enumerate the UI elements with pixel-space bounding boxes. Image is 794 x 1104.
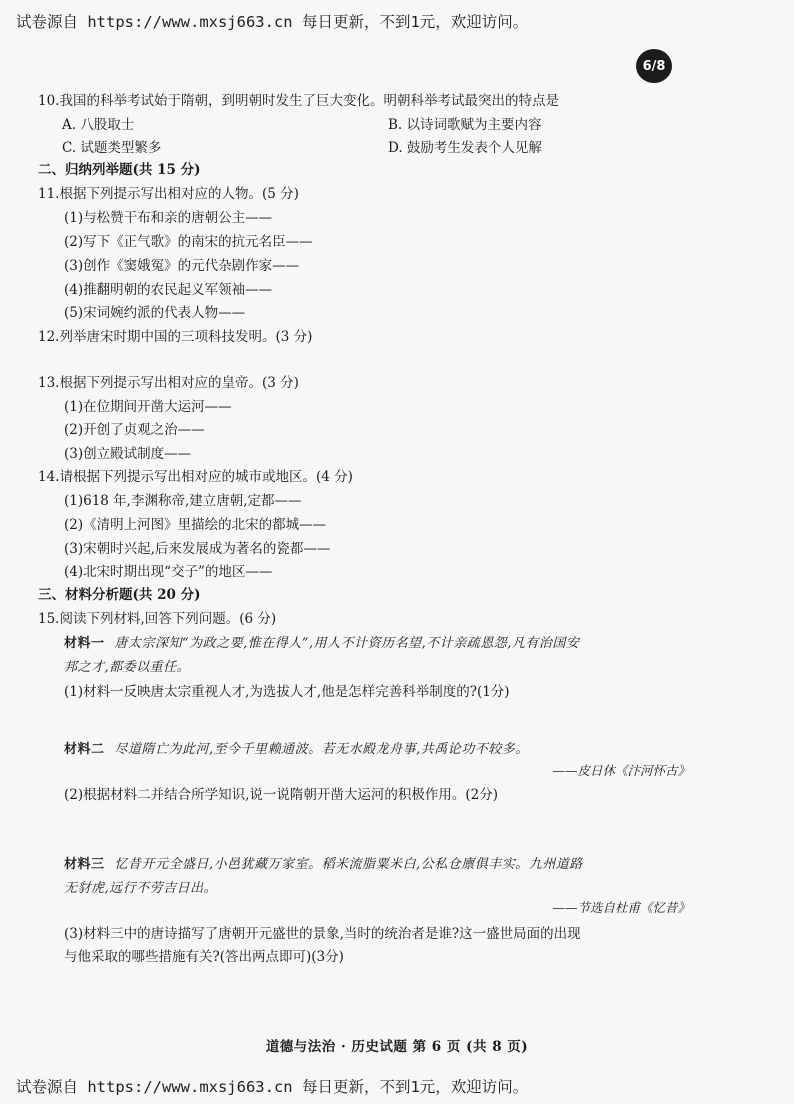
q15-sub-2: (2)根据材料二并结合所学知识,说一说隋朝开凿大运河的积极作用。(2分): [64, 787, 499, 803]
q11-item: (4)推翻明朝的农民起义军领袖——: [64, 282, 273, 298]
q15-sub-1: (1)材料一反映唐太宗重视人才,为选拔人才,他是怎样完善科举制度的?(1分): [64, 684, 510, 700]
material-2-text: 尽道隋亡为此河,至今千里赖通波。若无水殿龙舟事,共禹论功不较多。: [114, 742, 529, 757]
watermark-top: 试卷源自 https://www.mxsj663.cn 每日更新，不到1元，欢迎访问。: [16, 13, 529, 31]
q13-stem: 13.根据下列提示写出相对应的皇帝。(3 分): [38, 375, 299, 391]
material-3-label: 材料三: [64, 857, 105, 872]
material-3-line-2: 无豺虎,远行不劳吉日出。: [64, 881, 218, 896]
material-1-text: 唐太宗深知“为政之要,惟在得人”,用人不计资历名望,不计亲疏恩怨,凡有治国安: [114, 636, 580, 651]
q14-item: (4)北宋时期出现“交子”的地区——: [64, 564, 273, 580]
page-badge-icon: 6/8: [636, 49, 672, 83]
q10-option-b: B. 以诗词歌赋为主要内容: [388, 117, 542, 133]
section-3-heading: 三、材料分析题(共 20 分): [38, 587, 201, 603]
material-3-source: ——节选自杜甫《忆昔》: [552, 900, 690, 915]
q13-item: (3)创立殿试制度——: [64, 446, 192, 462]
material-1-line-1: [64, 632, 579, 651]
q12-stem: 12.列举唐宋时期中国的三项科技发明。(3 分): [38, 329, 313, 345]
material-1-line-2: 邦之才,都委以重任。: [64, 660, 191, 675]
material-2-label: 材料二: [64, 742, 105, 757]
q11-item: (2)写下《正气歌》的南宋的抗元名臣——: [64, 234, 313, 250]
q14-item: (3)宋朝时兴起,后来发展成为著名的瓷都——: [64, 541, 331, 557]
material-3-line-1: [64, 853, 583, 872]
q10-stem: 10.我国的科举考试始于隋朝，到明朝时发生了巨大变化。明朝科举考试最突出的特点是: [38, 93, 559, 109]
q10-option-c: C. 试题类型繁多: [62, 140, 162, 156]
q15-sub-3-line-1: (3)材料三中的唐诗描写了唐朝开元盛世的景象,当时的统治者是谁?这一盛世局面的出现: [64, 926, 581, 942]
material-2-line: [64, 738, 529, 757]
material-2-source: ——皮日休《汴河怀古》: [552, 763, 690, 778]
q15-sub-3-line-2: 与他采取的哪些措施有关?(答出两点即可)(3分): [64, 949, 344, 965]
q13-item: (2)开创了贞观之治——: [64, 422, 205, 438]
q13-item: (1)在位期间开凿大运河——: [64, 399, 232, 415]
q14-stem: 14.请根据下列提示写出相对应的城市或地区。(4 分): [38, 469, 353, 485]
material-3-text: 忆昔开元全盛日,小邑犹藏万家室。稻米流脂粟米白,公私仓廪俱丰实。九州道路: [114, 857, 583, 872]
page-footer: 道德与法治 · 历史试题 第 6 页 (共 8 页): [265, 1039, 529, 1055]
material-1-label: 材料一: [64, 636, 105, 651]
q10-option-d: D. 鼓励考生发表个人见解: [388, 140, 542, 156]
watermark-bottom: 试卷源自 https://www.mxsj663.cn 每日更新，不到1元，欢迎访问。: [16, 1078, 529, 1096]
q10-option-a: A. 八股取士: [62, 117, 135, 133]
q14-item: (2)《清明上河图》里描绘的北宋的都城——: [64, 517, 327, 533]
q11-stem: 11.根据下列提示写出相对应的人物。(5 分): [38, 186, 299, 202]
q11-item: (5)宋词婉约派的代表人物——: [64, 305, 246, 321]
q15-stem: 15.阅读下列材料,回答下列问题。(6 分): [38, 611, 277, 627]
q11-item: (3)创作《窦娥冤》的元代杂剧作家——: [64, 258, 300, 274]
q14-item: (1)618 年,李渊称帝,建立唐朝,定都——: [64, 493, 302, 509]
section-2-heading: 二、归纳列举题(共 15 分): [38, 162, 201, 178]
q11-item: (1)与松赞干布和亲的唐朝公主——: [64, 210, 273, 226]
